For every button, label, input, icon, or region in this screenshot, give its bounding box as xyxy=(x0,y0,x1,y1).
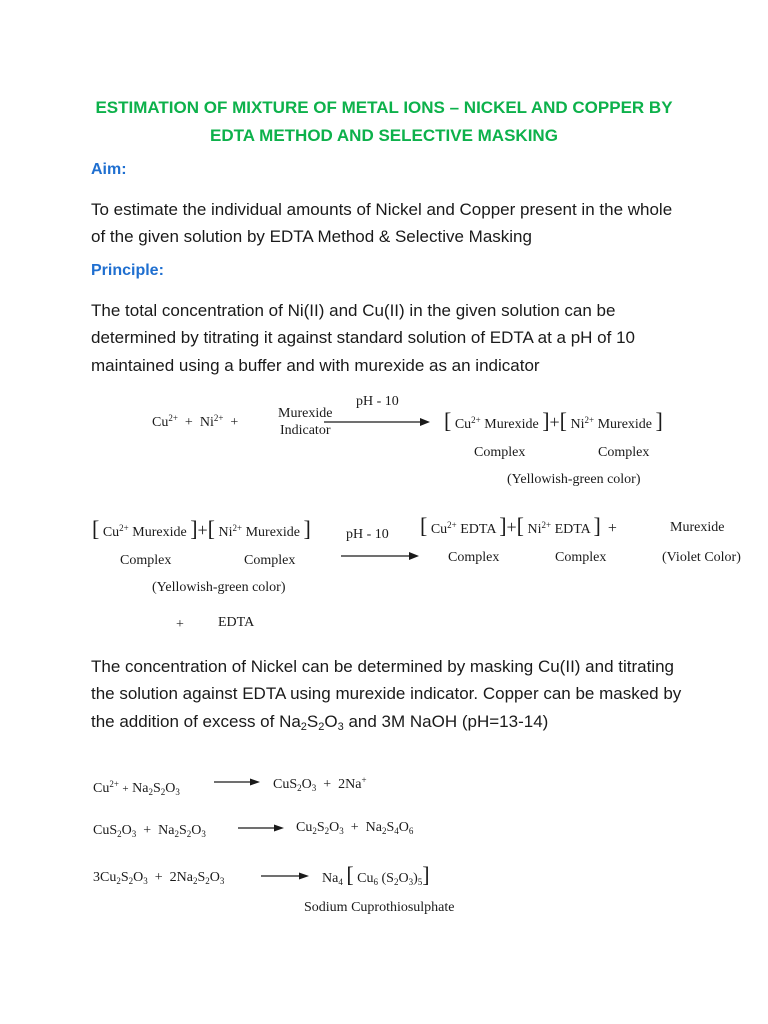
masking-eq3-name: Sodium Cuprothiosulphate xyxy=(304,900,455,915)
masking-eq2-arrow xyxy=(238,823,284,833)
reaction1-color-note: (Yellowish-green color) xyxy=(507,472,641,487)
reaction2-edta: EDTA xyxy=(218,615,255,630)
reaction2-arrow xyxy=(341,550,419,562)
reaction1-reactants: $Cu^{2+} + Ni^{2+}$ + xyxy=(152,413,239,430)
reaction1-complex-2: Complex xyxy=(598,445,650,460)
masking-eq3-products: $Na_4$ [ $Cu_6$ $(S_2O_3)_5$] xyxy=(322,862,430,887)
masking-eq3-reactants: $3Cu_2S_2O_3 + 2Na_2S_2O_3$ xyxy=(93,870,225,886)
reaction2-murexide: Murexide xyxy=(670,520,725,535)
aim-text: To estimate the individual amounts of Nickel and Copper present in the whole of the given solution by EDTA Method & Selective Masking xyxy=(91,200,673,247)
masking-eq2-products: $Cu_2S_2O_3 + Na_2S_4O_6$ xyxy=(296,820,414,836)
aim-heading: Aim: xyxy=(91,161,127,178)
reaction2-color-note: (Yellowish-green color) xyxy=(152,580,286,595)
reaction2-edta-plus: + xyxy=(176,617,184,632)
reaction1-products: [ $Cu^{2+}$ Murexide ]+[ $Ni^{2+}$ Murexide ] xyxy=(444,408,663,433)
reaction2-condition: pH - 10 xyxy=(346,527,389,542)
reaction1-condition: pH - 10 xyxy=(356,394,399,409)
reaction2-reactants: [ $Cu^{2+}$ Murexide ]+[ $Ni^{2+}$ Murexide ] xyxy=(92,516,311,541)
reaction1-indicator: Murexide Indicator xyxy=(278,406,333,438)
reaction2-complex-2: Complex xyxy=(244,553,296,568)
reaction2-product-complex-2: Complex xyxy=(555,550,607,565)
title-line-2: EDTA METHOD AND SELECTIVE MASKING xyxy=(210,126,558,145)
principle-text: The total concentration of Ni(II) and Cu(II) in the given solution can be determined by titrating it against standard solution of EDTA at a pH of 10 maintained using a buffer and with murexide as an indicator xyxy=(91,301,635,375)
masking-text: The concentration of Nickel can be determined by masking Cu(II) and titrating the solution against EDTA using murexide indicator. Copper can be masked by the addition of excess of $Na_2S_2O_3$ and 3M NaOH (pH=13-14) xyxy=(91,657,682,733)
reaction2-violet-color: (Violet Color) xyxy=(662,550,741,565)
document-title xyxy=(40,94,728,150)
reaction2-complex-1: Complex xyxy=(120,553,172,568)
reaction2-products: [ $Cu^{2+}$ EDTA ]+[ $Ni^{2+}$ EDTA ] + xyxy=(420,513,617,538)
reaction1-arrow xyxy=(324,416,430,428)
masking-eq3-arrow xyxy=(261,871,309,881)
masking-eq1-arrow xyxy=(214,777,260,787)
masking-eq1-reactants: $Cu^{2+} + Na_2S_2O_3$ xyxy=(93,779,180,797)
reaction1-complex-1: Complex xyxy=(474,445,526,460)
title-line-1: ESTIMATION OF MIXTURE OF METAL IONS – NICKEL AND COPPER BY xyxy=(95,98,673,117)
masking-eq1-products: $CuS_2O_3 + 2Na^+$ xyxy=(273,775,367,793)
reaction2-product-complex-1: Complex xyxy=(448,550,500,565)
principle-heading: Principle: xyxy=(91,262,164,279)
masking-eq2-reactants: $CuS_2O_3 + Na_2S_2O_3$ xyxy=(93,823,206,839)
